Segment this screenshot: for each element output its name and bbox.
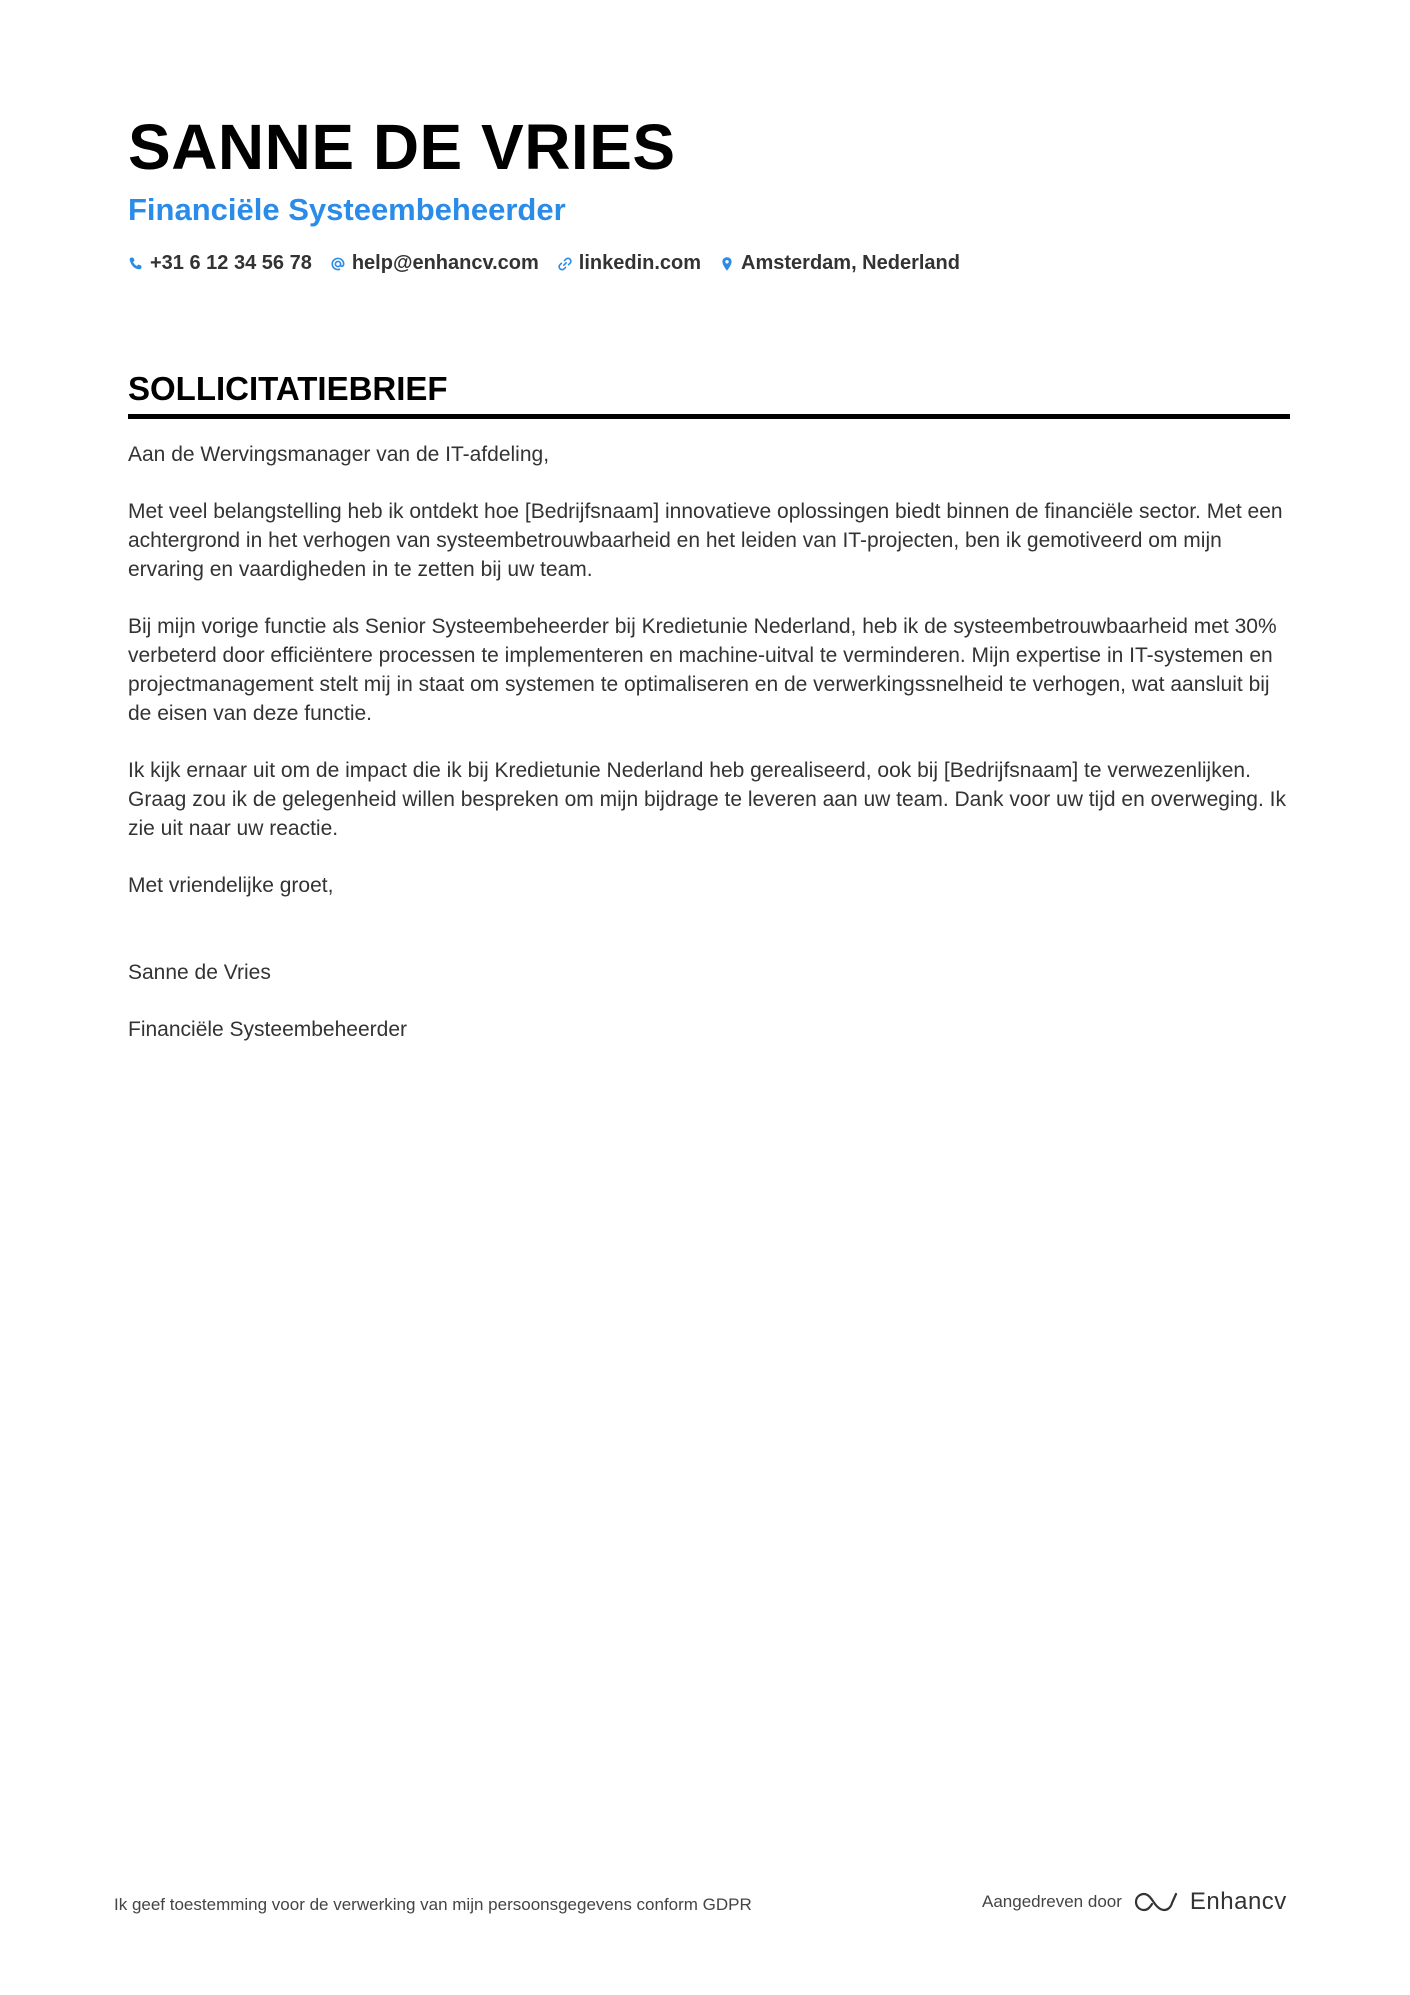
letter-paragraph: Met veel belangstelling heb ik ontdekt hoe [Bedrijfsnaam] innovatieve oplossingen biedt binnen de financiële sector. Met een achtergrond in het verhogen van systeembetrouwbaarheid en het leiden van IT-projecten, ben ik gemotiveerd om mijn ervaring en vaardigheden in te zetten bij uw team.	[128, 500, 1283, 581]
contact-email-text[interactable]: help@enhancv.com	[351, 252, 539, 274]
phone-icon	[128, 256, 144, 272]
enhancv-logo-text: Enhancv	[1189, 1888, 1287, 1915]
contact-email[interactable]	[330, 252, 539, 275]
contact-location	[719, 252, 960, 275]
at-icon	[330, 256, 346, 272]
signature-title: Financiële Systeembeheerder	[128, 1018, 407, 1041]
letter-body	[128, 440, 1290, 1072]
contact-bar	[128, 252, 960, 275]
enhancv-logo-icon	[1134, 1890, 1180, 1914]
powered-by-label: Aangedreven door	[982, 1892, 1122, 1911]
applicant-role: Financiële Systeembeheerder	[128, 192, 566, 227]
applicant-name: SANNE DE VRIES	[128, 111, 676, 183]
letter-paragraph: Bij mijn vorige functie als Senior Systeembeheerder bij Kredietunie Nederland, heb ik de systeembetrouwbaarheid met 30% verbeterd door efficiëntere processen te implementeren en machine-uitval te verminderen. Mijn expertise in IT-systemen en projectmanagement stelt mij in staat om systemen te optimaliseren en de verwerkingssnelheid te verhogen, wat aansluit bij de eisen van deze functie.	[128, 615, 1277, 725]
contact-phone	[128, 252, 312, 275]
contact-linkedin-text[interactable]: linkedin.com	[578, 252, 702, 274]
enhancv-logo[interactable]	[1134, 1888, 1287, 1916]
section-title: SOLLICITATIEBRIEF	[128, 368, 1290, 419]
letter-salutation: Aan de Wervingsmanager van de IT-afdeling,	[128, 443, 550, 466]
contact-location-text: Amsterdam, Nederland	[741, 252, 960, 274]
contact-linkedin[interactable]	[557, 252, 701, 275]
powered-by	[982, 1888, 1287, 1916]
letter-paragraph: Ik kijk ernaar uit om de impact die ik bij Kredietunie Nederland heb gerealiseerd, ook bij [Bedrijfsnaam] te verwezenlijken. Graag zou ik de gelegenheid willen bespreken om mijn bijdrage te leveren aan uw team. Dank voor uw tijd en overweging. Ik zie uit naar uw reactie.	[128, 759, 1286, 840]
signature-name: Sanne de Vries	[128, 961, 271, 984]
location-pin-icon	[719, 256, 735, 272]
contact-phone-text: +31 6 12 34 56 78	[150, 252, 312, 274]
gdpr-consent: Ik geef toestemming voor de verwerking van mijn persoonsgegevens conform GDPR	[114, 1895, 752, 1914]
link-icon	[557, 256, 573, 272]
letter-closing: Met vriendelijke groet,	[128, 874, 334, 897]
